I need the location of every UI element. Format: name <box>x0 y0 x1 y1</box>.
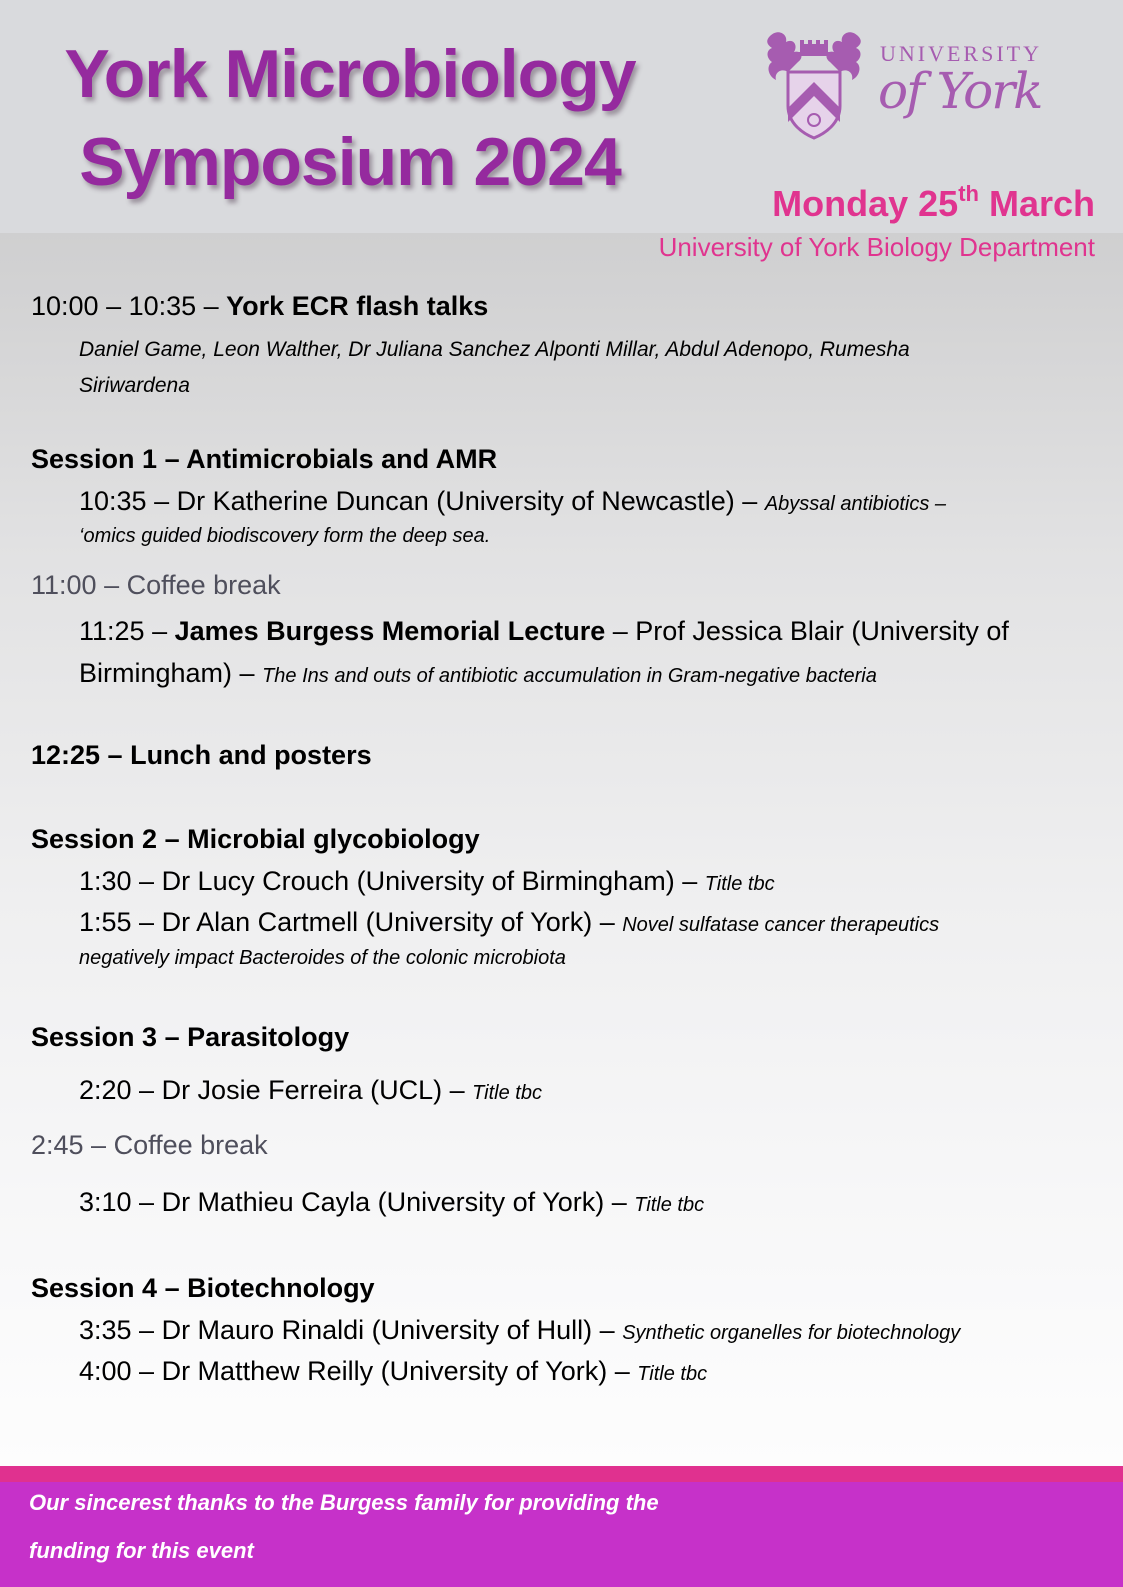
coffee-break-2: 2:45 – Coffee break <box>31 1130 268 1160</box>
ecr-flash-talks-row <box>31 291 488 322</box>
session-2-talk-2 <box>79 907 939 938</box>
session-1-heading: Session 1 – Antimicrobials and AMR <box>31 444 498 474</box>
session-1-talk-1 <box>79 486 946 517</box>
lecture-title: The Ins and outs of antibiotic accumulation in Gram-negative bacteria <box>262 665 877 687</box>
talk-dash: – <box>734 486 765 516</box>
talk-title: Synthetic organelles for biotechnology <box>622 1322 961 1344</box>
talk-dash: – <box>592 1315 623 1345</box>
talk-speaker: 2:20 – Dr Josie Ferreira (UCL) <box>79 1075 443 1105</box>
lecture-speaker-cont: Birmingham) <box>79 658 233 688</box>
lecture-time: 11:25 – <box>79 616 175 646</box>
talk-speaker: 1:55 – Dr Alan Cartmell (University of York) <box>79 907 593 937</box>
talk-title: Abyssal antibiotics – <box>764 493 947 515</box>
memorial-lecture-row <box>79 616 1009 647</box>
date-month: March <box>978 183 1095 224</box>
talk-dash: – <box>592 907 623 937</box>
talk-speaker: 1:30 – Dr Lucy Crouch (University of Birmingham) <box>79 866 675 896</box>
session-2-talk-1 <box>79 866 775 897</box>
talk-title: Title tbc <box>472 1082 542 1104</box>
crest-icon <box>764 28 864 140</box>
talk-dash: – <box>607 1356 638 1386</box>
session-4-talk-2 <box>79 1356 707 1387</box>
talk-speaker: 3:35 – Dr Mauro Rinaldi (University of Hull) <box>79 1315 593 1345</box>
footer-band <box>0 1482 1123 1587</box>
lecture-speaker: – Prof Jessica Blair (University of <box>605 616 1009 646</box>
session-3-talk-1 <box>79 1075 542 1106</box>
talk-dash: – <box>604 1187 635 1217</box>
event-venue: University of York Biology Department <box>658 232 1095 262</box>
session-2-talk-2-title-cont: negatively impact Bacteroides of the colonic microbiota <box>79 947 566 969</box>
page-title-line-1: York Microbiology <box>64 36 636 112</box>
lecture-name: James Burgess Memorial Lecture <box>174 616 606 646</box>
session-4-talk-1 <box>79 1315 960 1346</box>
session-3-talk-2 <box>79 1187 704 1218</box>
ecr-time: 10:00 – 10:35 – <box>31 291 227 321</box>
session-4-heading: Session 4 – Biotechnology <box>31 1273 375 1303</box>
session-2-heading: Session 2 – Microbial glycobiology <box>31 824 480 854</box>
memorial-lecture-row-cont <box>79 658 877 689</box>
talk-title: Title tbc <box>637 1363 708 1385</box>
footer-thanks-line-2: funding for this event <box>29 1538 254 1563</box>
coffee-break-1: 11:00 – Coffee break <box>31 570 281 600</box>
talk-title: Title tbc <box>704 873 775 895</box>
date-prefix: Monday 25 <box>772 183 959 224</box>
date-ordinal: th <box>958 181 979 206</box>
talk-speaker: 4:00 – Dr Matthew Reilly (University of York) <box>79 1356 608 1386</box>
page-title-line-2: Symposium 2024 <box>79 124 621 200</box>
talk-title: Novel sulfatase cancer therapeutics <box>622 914 940 936</box>
logo-university-text: UNIVERSITY <box>880 41 1042 66</box>
talk-dash: – <box>674 866 705 896</box>
footer-accent-strip <box>0 1466 1123 1482</box>
university-of-york-logo <box>770 26 1060 144</box>
session-1-talk-1-title-cont: ‘omics guided biodiscovery form the deep sea. <box>79 525 491 547</box>
talk-dash: – <box>232 658 263 688</box>
footer-thanks-line-1: Our sincerest thanks to the Burgess family for providing the <box>29 1490 659 1515</box>
event-date <box>772 183 1095 225</box>
talk-speaker: 10:35 – Dr Katherine Duncan (University of Newcastle) <box>79 486 735 516</box>
talk-dash: – <box>442 1075 473 1105</box>
session-3-heading: Session 3 – Parasitology <box>31 1022 350 1052</box>
ecr-title: York ECR flash talks <box>226 291 489 321</box>
lunch-row: 12:25 – Lunch and posters <box>31 740 372 770</box>
ecr-speakers-line-1: Daniel Game, Leon Walther, Dr Juliana Sanchez Alponti Millar, Abdul Adenopo, Rumesha <box>79 338 910 361</box>
ecr-speakers-line-2: Siriwardena <box>79 374 190 397</box>
talk-title: Title tbc <box>634 1194 705 1216</box>
talk-speaker: 3:10 – Dr Mathieu Cayla (University of York) <box>79 1187 605 1217</box>
logo-of-york-text: of York <box>878 62 1042 120</box>
